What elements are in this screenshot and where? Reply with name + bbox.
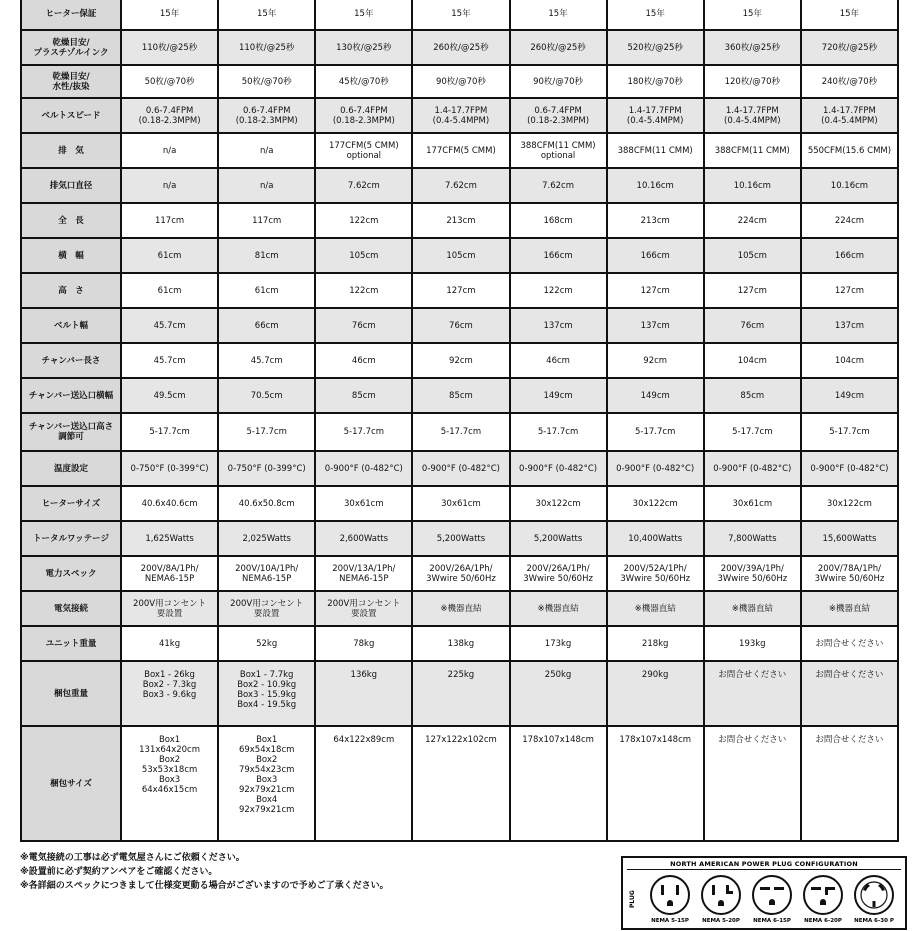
spec-cell: 30x122cm	[801, 486, 898, 521]
spec-cell: 168cm	[510, 203, 607, 238]
plug-configuration-panel	[621, 856, 907, 930]
spec-cell: お問合せください	[801, 726, 898, 841]
spec-cell: 5-17.7cm	[510, 413, 607, 451]
spec-cell: 0-900°F (0-482°C)	[315, 451, 412, 486]
spec-cell: 15年	[704, 0, 801, 30]
spec-cell: ※機器直結	[607, 591, 704, 626]
spec-cell: 15年	[121, 0, 218, 30]
spec-cell: お問合せください	[704, 726, 801, 841]
spec-cell: ※機器直結	[801, 591, 898, 626]
spec-cell: 137cm	[510, 308, 607, 343]
spec-cell: n/a	[121, 133, 218, 168]
spec-cell: 40.6x50.8cm	[218, 486, 315, 521]
spec-cell: 173kg	[510, 626, 607, 661]
spec-cell: 46cm	[510, 343, 607, 378]
spec-cell: 90枚/@70秒	[510, 65, 607, 98]
spec-cell: 50枚/@70秒	[121, 65, 218, 98]
spec-cell: 240枚/@70秒	[801, 65, 898, 98]
spec-row-label: 横 幅	[21, 238, 121, 273]
spec-cell: 5-17.7cm	[121, 413, 218, 451]
spec-cell: 45.7cm	[121, 308, 218, 343]
spec-row	[21, 451, 898, 486]
spec-cell: 127cm	[607, 273, 704, 308]
spec-cell: 0-750°F (0-399°C)	[121, 451, 218, 486]
spec-cell: 720枚/@25秒	[801, 30, 898, 65]
spec-cell: Box1 - 7.7kg Box2 - 10.9kg Box3 - 15.9kg Box4 - 19.5kg	[218, 661, 315, 726]
spec-cell: 0-750°F (0-399°C)	[218, 451, 315, 486]
spec-cell: 30x61cm	[704, 486, 801, 521]
spec-cell: 7.62cm	[315, 168, 412, 203]
spec-cell: 177CFM(5 CMM)	[412, 133, 509, 168]
spec-cell: 64x122x89cm	[315, 726, 412, 841]
spec-cell: 15年	[607, 0, 704, 30]
spec-cell: 15年	[510, 0, 607, 30]
spec-cell: 81cm	[218, 238, 315, 273]
spec-cell: 50枚/@70秒	[218, 65, 315, 98]
spec-cell: 85cm	[412, 378, 509, 413]
divider	[627, 869, 901, 870]
spec-cell: 76cm	[412, 308, 509, 343]
spec-cell: 70.5cm	[218, 378, 315, 413]
spec-cell: ※機器直結	[510, 591, 607, 626]
spec-row-label: 電力スペック	[21, 556, 121, 591]
spec-cell: 178x107x148cm	[510, 726, 607, 841]
spec-cell: 200V/26A/1Ph/ 3Wwire 50/60Hz	[510, 556, 607, 591]
spec-cell: 110枚/@25秒	[121, 30, 218, 65]
spec-row	[21, 661, 898, 726]
spec-cell: 200V/52A/1Ph/ 3Wwire 50/60Hz	[607, 556, 704, 591]
spec-cell: 0.6-7.4FPM (0.18-2.3MPM)	[510, 98, 607, 133]
plug-diagram	[696, 871, 746, 931]
spec-row-label: チャンバー長さ	[21, 343, 121, 378]
spec-cell: 120枚/@70秒	[704, 65, 801, 98]
spec-cell: 110枚/@25秒	[218, 30, 315, 65]
spec-cell: 66cm	[218, 308, 315, 343]
spec-cell: 213cm	[607, 203, 704, 238]
spec-cell: 5-17.7cm	[315, 413, 412, 451]
spec-cell: 388CFM(11 CMM)	[607, 133, 704, 168]
spec-row-label: トータルワッテージ	[21, 521, 121, 556]
spec-cell: 0-900°F (0-482°C)	[607, 451, 704, 486]
spec-cell: 105cm	[704, 238, 801, 273]
spec-cell: 213cm	[412, 203, 509, 238]
spec-cell: 61cm	[121, 273, 218, 308]
spec-cell: 0-900°F (0-482°C)	[704, 451, 801, 486]
footnote: ※各詳細のスペックにつきまして仕様変更動る場合がございますので予めご了承ください。	[20, 881, 389, 891]
spec-cell: 0-900°F (0-482°C)	[510, 451, 607, 486]
spec-row-label: 乾燥目安/ プラスチゾルインク	[21, 30, 121, 65]
spec-cell: 30x122cm	[510, 486, 607, 521]
spec-cell: 5-17.7cm	[218, 413, 315, 451]
spec-cell: 200V/39A/1Ph/ 3Wwire 50/60Hz	[704, 556, 801, 591]
spec-row	[21, 65, 898, 98]
spec-cell: 5-17.7cm	[704, 413, 801, 451]
spec-cell: 5-17.7cm	[607, 413, 704, 451]
spec-cell: 78kg	[315, 626, 412, 661]
spec-cell: 180枚/@70秒	[607, 65, 704, 98]
spec-row	[21, 486, 898, 521]
spec-row	[21, 556, 898, 591]
spec-cell: 200V/10A/1Ph/ NEMA6-15P	[218, 556, 315, 591]
spec-cell: 10.16cm	[801, 168, 898, 203]
spec-row-label: ベルト幅	[21, 308, 121, 343]
spec-cell: 260枚/@25秒	[412, 30, 509, 65]
spec-cell: 136kg	[315, 661, 412, 726]
spec-cell: 15,600Watts	[801, 521, 898, 556]
spec-cell: 260枚/@25秒	[510, 30, 607, 65]
spec-row-label: ヒーター保証	[21, 0, 121, 30]
spec-cell: 149cm	[510, 378, 607, 413]
plug-side-label: PLUG	[629, 890, 636, 908]
spec-cell: 30x122cm	[607, 486, 704, 521]
spec-cell: 1.4-17.7FPM (0.4-5.4MPM)	[412, 98, 509, 133]
spec-cell: 92cm	[412, 343, 509, 378]
spec-cell: 2,025Watts	[218, 521, 315, 556]
spec-cell: 5-17.7cm	[412, 413, 509, 451]
spec-cell: 224cm	[801, 203, 898, 238]
spec-cell: 76cm	[315, 308, 412, 343]
spec-row	[21, 98, 898, 133]
spec-cell: 46cm	[315, 343, 412, 378]
spec-row-label: 排 気	[21, 133, 121, 168]
spec-cell: 200V/78A/1Ph/ 3Wwire 50/60Hz	[801, 556, 898, 591]
spec-cell: 1.4-17.7FPM (0.4-5.4MPM)	[704, 98, 801, 133]
plug-label: NEMA 6-20P	[804, 918, 842, 924]
spec-row	[21, 238, 898, 273]
spec-cell: 41kg	[121, 626, 218, 661]
footnotes	[20, 851, 389, 893]
spec-row-label: ユニット重量	[21, 626, 121, 661]
spec-cell: 40.6x40.6cm	[121, 486, 218, 521]
plug-label: NEMA 6-30 P	[854, 918, 894, 924]
spec-cell: 137cm	[607, 308, 704, 343]
spec-cell: 224cm	[704, 203, 801, 238]
spec-cell: 7.62cm	[510, 168, 607, 203]
spec-cell: 15年	[412, 0, 509, 30]
footnote: ※電気接続の工事は必ず電気屋さんにご依頼ください。	[20, 853, 245, 863]
spec-row	[21, 203, 898, 238]
plug-diagram	[747, 871, 797, 931]
spec-cell: 177CFM(5 CMM) optional	[315, 133, 412, 168]
spec-cell: 225kg	[412, 661, 509, 726]
spec-cell: お問合せください	[801, 626, 898, 661]
spec-cell: 1,625Watts	[121, 521, 218, 556]
spec-cell: 92cm	[607, 343, 704, 378]
spec-row-label: ベルトスピード	[21, 98, 121, 133]
power-plug-icon	[700, 873, 742, 917]
spec-cell: 166cm	[801, 238, 898, 273]
spec-row-label: 温度設定	[21, 451, 121, 486]
spec-cell: 520枚/@25秒	[607, 30, 704, 65]
spec-cell: n/a	[218, 168, 315, 203]
spec-row	[21, 133, 898, 168]
spec-cell: 0.6-7.4FPM (0.18-2.3MPM)	[218, 98, 315, 133]
plug-diagram	[645, 871, 695, 931]
plug-label: NEMA 5-15P	[651, 918, 689, 924]
spec-row	[21, 343, 898, 378]
spec-cell: 52kg	[218, 626, 315, 661]
spec-cell: 0.6-7.4FPM (0.18-2.3MPM)	[315, 98, 412, 133]
plug-configuration-title: NORTH AMERICAN POWER PLUG CONFIGURATION	[670, 860, 858, 868]
plug-diagram	[798, 871, 848, 931]
spec-cell: 2,600Watts	[315, 521, 412, 556]
spec-cell: 104cm	[801, 343, 898, 378]
spec-cell: 166cm	[510, 238, 607, 273]
spec-row-label: チャンバー送込口横幅	[21, 378, 121, 413]
spec-cell: 122cm	[315, 203, 412, 238]
spec-row	[21, 273, 898, 308]
spec-cell: 137cm	[801, 308, 898, 343]
spec-cell: 5-17.7cm	[801, 413, 898, 451]
spec-cell: 1.4-17.7FPM (0.4-5.4MPM)	[607, 98, 704, 133]
spec-row	[21, 168, 898, 203]
spec-cell: 30x61cm	[315, 486, 412, 521]
spec-row	[21, 521, 898, 556]
spec-cell: 10.16cm	[704, 168, 801, 203]
spec-cell: 127cm	[412, 273, 509, 308]
spec-cell: n/a	[121, 168, 218, 203]
spec-cell: 130枚/@25秒	[315, 30, 412, 65]
spec-cell: 200V用コンセント 要設置	[218, 591, 315, 626]
spec-cell: 61cm	[121, 238, 218, 273]
spec-cell: Box1 69x54x18cm Box2 79x54x23cm Box3 92x79x21cm Box4 92x79x21cm	[218, 726, 315, 841]
spec-cell: 178x107x148cm	[607, 726, 704, 841]
spec-row-label: 電気接続	[21, 591, 121, 626]
spec-table	[20, 0, 899, 842]
spec-row	[21, 591, 898, 626]
spec-cell: 166cm	[607, 238, 704, 273]
spec-cell: お問合せください	[704, 661, 801, 726]
spec-row-label: 高 さ	[21, 273, 121, 308]
spec-cell: 61cm	[218, 273, 315, 308]
spec-row-label: 梱包サイズ	[21, 726, 121, 841]
spec-cell: 0.6-7.4FPM (0.18-2.3MPM)	[121, 98, 218, 133]
spec-row	[21, 726, 898, 841]
spec-cell: ※機器直結	[704, 591, 801, 626]
spec-cell: 85cm	[704, 378, 801, 413]
spec-cell: 15年	[315, 0, 412, 30]
spec-cell: 105cm	[315, 238, 412, 273]
spec-cell: ※機器直結	[412, 591, 509, 626]
spec-cell: Box1 - 26kg Box2 - 7.3kg Box3 - 9.6kg	[121, 661, 218, 726]
spec-row-label: チャンバー送込口高さ 調節可	[21, 413, 121, 451]
spec-cell: 200V用コンセント 要設置	[121, 591, 218, 626]
spec-cell: 550CFM(15.6 CMM)	[801, 133, 898, 168]
power-plug-icon	[649, 873, 691, 917]
spec-cell: 127cm	[704, 273, 801, 308]
spec-cell: 10.16cm	[607, 168, 704, 203]
spec-cell: 1.4-17.7FPM (0.4-5.4MPM)	[801, 98, 898, 133]
spec-cell: 45枚/@70秒	[315, 65, 412, 98]
spec-cell: 388CFM(11 CMM) optional	[510, 133, 607, 168]
spec-cell: 5,200Watts	[510, 521, 607, 556]
spec-cell: 15年	[218, 0, 315, 30]
spec-cell: 104cm	[704, 343, 801, 378]
spec-cell: 15年	[801, 0, 898, 30]
spec-cell: 149cm	[801, 378, 898, 413]
spec-cell: 30x61cm	[412, 486, 509, 521]
spec-cell: 138kg	[412, 626, 509, 661]
spec-row	[21, 626, 898, 661]
plug-label: NEMA 5-20P	[702, 918, 740, 924]
spec-cell: 218kg	[607, 626, 704, 661]
power-plug-icon	[802, 873, 844, 917]
spec-cell: 45.7cm	[121, 343, 218, 378]
spec-cell: n/a	[218, 133, 315, 168]
spec-cell: 200V用コンセント 要設置	[315, 591, 412, 626]
spec-cell: 200V/13A/1Ph/ NEMA6-15P	[315, 556, 412, 591]
spec-cell: 85cm	[315, 378, 412, 413]
spec-row	[21, 30, 898, 65]
spec-cell: 290kg	[607, 661, 704, 726]
spec-row	[21, 0, 898, 30]
spec-cell: 49.5cm	[121, 378, 218, 413]
spec-cell: 360枚/@25秒	[704, 30, 801, 65]
spec-cell: 90枚/@70秒	[412, 65, 509, 98]
power-plug-icon	[853, 873, 895, 917]
footnote: ※設置前に必ず契約アンペアをご確認ください。	[20, 867, 218, 877]
spec-cell: Box1 131x64x20cm Box2 53x53x18cm Box3 64x46x15cm	[121, 726, 218, 841]
spec-cell: 45.7cm	[218, 343, 315, 378]
spec-row-label: 排気口直径	[21, 168, 121, 203]
spec-cell: 200V/26A/1Ph/ 3Wwire 50/60Hz	[412, 556, 509, 591]
spec-cell: 7,800Watts	[704, 521, 801, 556]
spec-row	[21, 308, 898, 343]
spec-cell: 7.62cm	[412, 168, 509, 203]
spec-cell: お問合せください	[801, 661, 898, 726]
spec-cell: 122cm	[315, 273, 412, 308]
spec-cell: 127cm	[801, 273, 898, 308]
spec-row-label: 全 長	[21, 203, 121, 238]
spec-cell: 0-900°F (0-482°C)	[801, 451, 898, 486]
spec-cell: 76cm	[704, 308, 801, 343]
plug-label: NEMA 6-15P	[753, 918, 791, 924]
spec-cell: 122cm	[510, 273, 607, 308]
spec-cell: 200V/8A/1Ph/ NEMA6-15P	[121, 556, 218, 591]
spec-row-label: 梱包重量	[21, 661, 121, 726]
spec-row-label: ヒーターサイズ	[21, 486, 121, 521]
spec-row-label: 乾燥目安/ 水性/抜染	[21, 65, 121, 98]
spec-cell: 117cm	[218, 203, 315, 238]
spec-cell: 193kg	[704, 626, 801, 661]
spec-cell: 117cm	[121, 203, 218, 238]
spec-cell: 105cm	[412, 238, 509, 273]
spec-row	[21, 413, 898, 451]
spec-row	[21, 378, 898, 413]
spec-cell: 5,200Watts	[412, 521, 509, 556]
spec-cell: 127x122x102cm	[412, 726, 509, 841]
spec-cell: 250kg	[510, 661, 607, 726]
spec-cell: 388CFM(11 CMM)	[704, 133, 801, 168]
spec-cell: 10,400Watts	[607, 521, 704, 556]
spec-cell: 149cm	[607, 378, 704, 413]
spec-cell: 0-900°F (0-482°C)	[412, 451, 509, 486]
plug-diagram	[849, 871, 899, 931]
power-plug-icon	[751, 873, 793, 917]
